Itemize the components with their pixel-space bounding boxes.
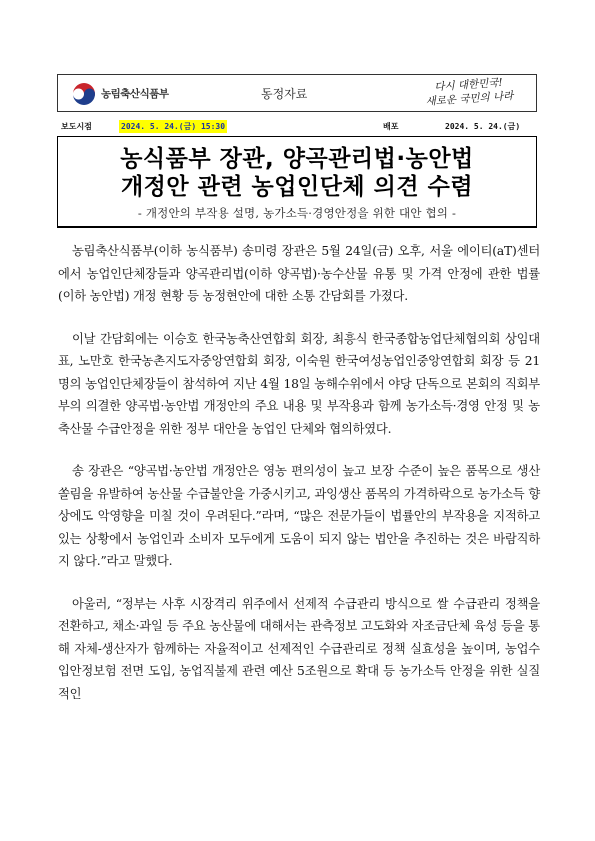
- government-logo-icon: [72, 82, 96, 106]
- slogan-handwriting: [409, 74, 529, 110]
- paragraph: 송 장관은 “양곡법·농안법 개정안은 영농 편의성이 높고 보장 수준이 높은 품목으로 생산 쏠림을 유발하여 농산물 수급불안을 가중시키고, 과잉생산 품목의 가격하락으로 농가소득 향상에도 악영향을 미칠 것이 우려된다.”라며, “많은 전문가들이 법률안의 부작용을 지적하고 있는 상황에서 농업인과 소비자 모두에게 도움이 되지 않는 법안을 추진하는 것은 바람직하지 않다.”라고 말했다.: [58, 464, 540, 568]
- slogan-line-1: 다시 대한민국!: [433, 76, 504, 94]
- headline-line-1: 농식품부 장관, 양곡관리법·농안법: [120, 146, 474, 172]
- title-box: [57, 136, 537, 228]
- release-time: 2024. 5. 24.(금) 15:30: [121, 122, 226, 131]
- slogan-line-2: 새로운 국민의 나라: [425, 89, 514, 109]
- paragraph: 아울러, “정부는 사후 시장격리 위주에서 선제적 수급관리 방식으로 쌀 수급관리 정책을 전환하고, 채소·과일 등 주요 농산물에 대해서는 관측정보 고도화와 자조금단체 육성 등을 통해 자체-생산자가 함께하는 자율적이고 선제적인 수급관리로 정책 실효성을 높이며, 농업수입안정보험 전면 도입, 농업직불제 관련 예산 5조원으로 확대 등 농가소득 안정을 위한 실질적인: [58, 596, 540, 701]
- paragraph: 이날 간담회에는 이승호 한국농축산연합회 회장, 최흥식 한국종합농업단체협의회 상임대표, 노만호 한국농촌지도자중앙연합회 회장, 이숙원 한국여성농업인중앙연합회 회장 등 21명의 농업인단체장들이 참석하여 지난 4월 18일 농해수위에서 야당 단독으로 본회의 직회부 부의 의결한 양곡법·농안법 개정안의 주요 내용 및 부작용과 함께 농가소득·경영 안정 및 농축산물 수급안정을 위한 정부 대안을 농업인 단체와 협의하였다.: [58, 331, 540, 436]
- release-label: 보도시점: [61, 122, 92, 131]
- article-body: [58, 240, 540, 725]
- ministry-name: 농림축산식품부: [101, 88, 169, 100]
- document-type: 동정자료: [261, 87, 308, 101]
- subtitle: - 개정안의 부작용 설명, 농가소득·경영안정을 위한 대안 협의 -: [137, 206, 457, 220]
- distribution-label: 배포: [383, 122, 399, 131]
- headline-line-2: 개정안 관련 농업인단체 의견 수렴: [120, 174, 474, 200]
- release-info: [61, 119, 537, 135]
- header-box: [57, 74, 537, 112]
- paragraph: 농림축산식품부(이하 농식품부) 송미령 장관은 5월 24일(금) 오후, 서울 에이티(aT)센터에서 농업인단체장들과 양곡관리법(이하 양곡법)·농수산물 유통 및 가격 안정에 관한 법률(이하 농안법) 개정 현황 등 농정현안에 대한 소통 간담회를 가졌다.: [58, 244, 540, 303]
- distribution-time: 2024. 5. 24.(금): [445, 122, 521, 131]
